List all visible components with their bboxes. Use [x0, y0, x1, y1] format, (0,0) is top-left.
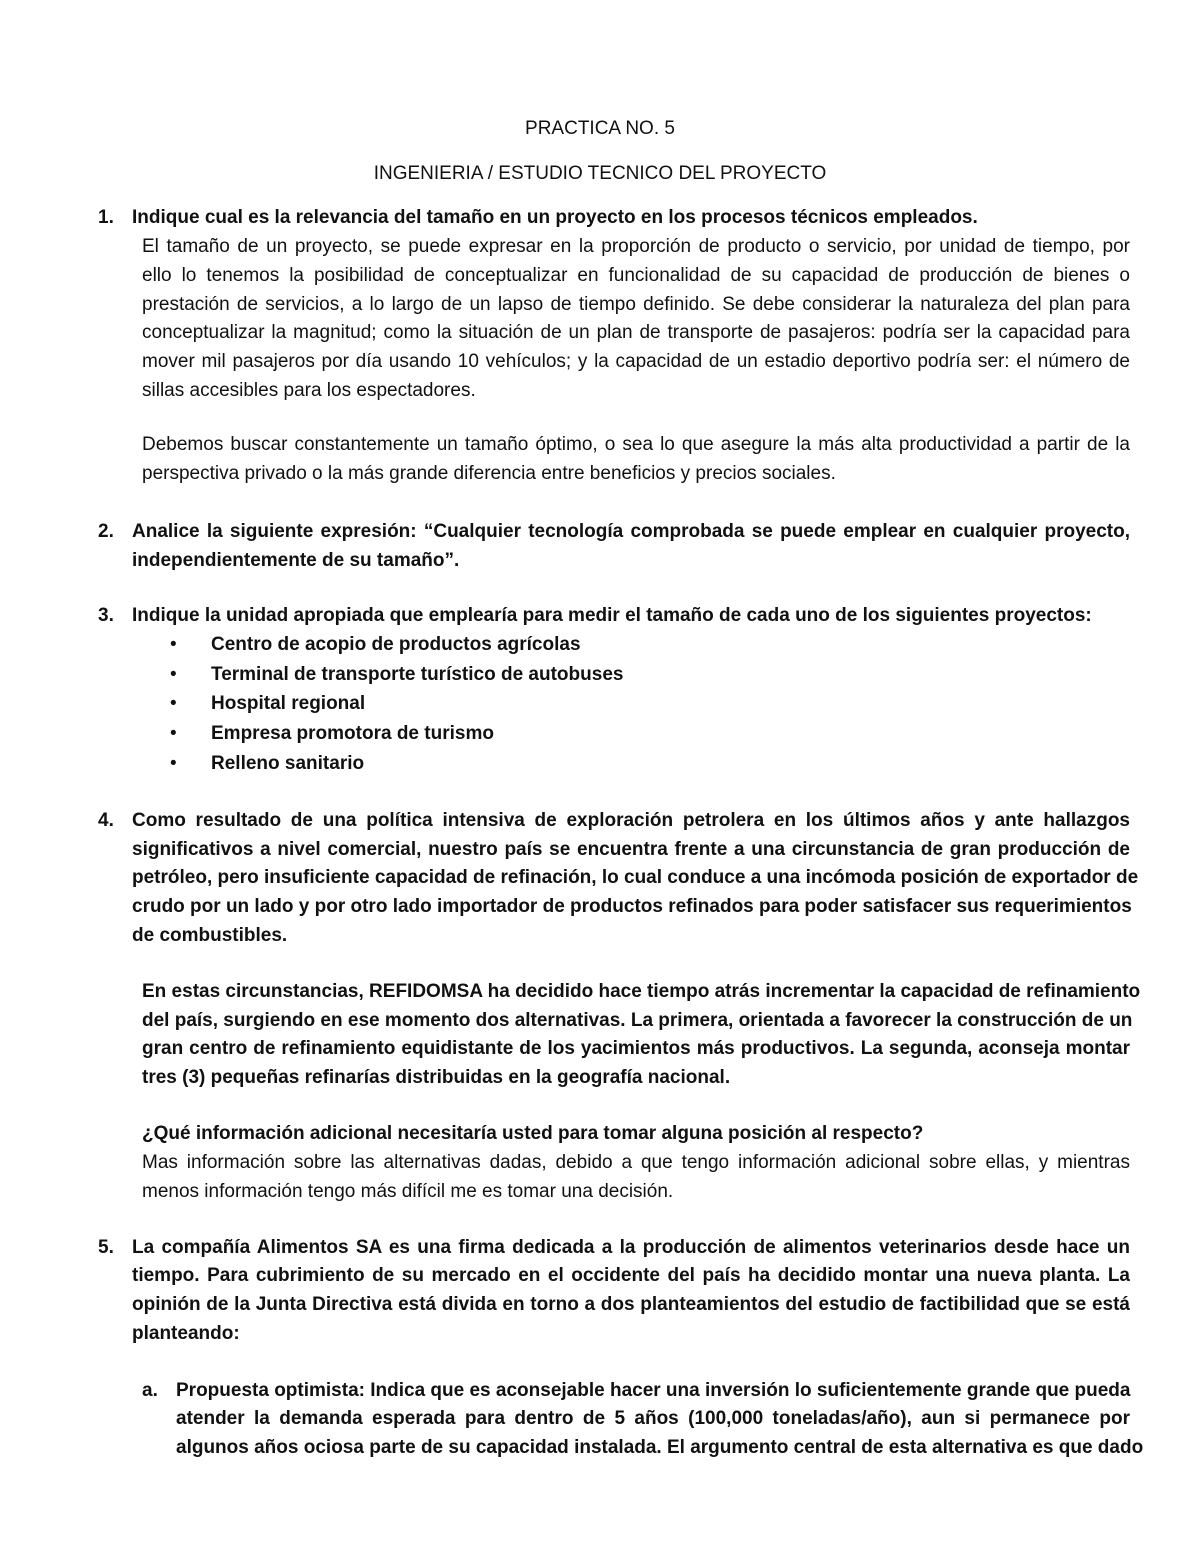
bullet-icon: • [170, 634, 177, 655]
question-4-text: significativos a nivel comercial, nuestro país se encuentra frente a una circunstancia de gran producción de [132, 839, 1130, 860]
answer-1-line: El tamaño de un proyecto, se puede expresar en la proporción de producto o servicio, por unidad de tiempo, por [142, 236, 1130, 257]
list-item: Centro de acopio de productos agrícolas [211, 634, 581, 655]
sub-item-a-label: a. [142, 1380, 158, 1401]
question-4-number: 4. [98, 810, 114, 831]
answer-1-line: mover mil pasajeros por día usando 10 vehículos; y la capacidad de un estadio deportivo podría ser: el número de [142, 351, 1130, 372]
document-title: PRACTICA NO. 5 [525, 118, 675, 139]
question-4-text: de combustibles. [132, 925, 288, 946]
question-4-text: petróleo, pero insuficiente capacidad de refinación, lo cual conduce a una incómoda posición de exportador de [132, 867, 1139, 888]
answer-1-line: prestación de servicios, a lo largo de un lapso de tiempo definido. Se debe considerar la naturaleza del plan para [142, 294, 1130, 315]
question-1-number: 1. [98, 207, 114, 228]
sub-item-a-text: algunos años ociosa parte de su capacidad instalada. El argumento central de esta alternativa es que dado [176, 1437, 1144, 1458]
answer-1-line-2: Debemos buscar constantemente un tamaño óptimo, o sea lo que asegure la más alta productividad a partir de la [142, 434, 1130, 455]
answer-1-line: ello lo tenemos la posibilidad de conceptualizar en funcionalidad de su capacidad de producción de bienes o [142, 265, 1130, 286]
list-item: Hospital regional [211, 693, 366, 714]
question-4-paragraph-2: gran centro de refinamiento equidistante de los yacimientos más productivos. La segunda, aconseja montar [142, 1038, 1130, 1059]
list-item: Empresa promotora de turismo [211, 723, 494, 744]
answer-1-line: conceptualizar la magnitud; como la situación de un plan de transporte de pasajeros: podría ser la capacidad para [142, 322, 1130, 343]
bullet-icon: • [170, 753, 177, 774]
question-5-number: 5. [98, 1237, 114, 1258]
question-4-text: Como resultado de una política intensiva de exploración petrolera en los últimos años y ante hallazgos [132, 810, 1130, 831]
question-2-text: independientemente de su tamaño”. [132, 550, 460, 571]
answer-4-line: Mas información sobre las alternativas dadas, debido a que tengo información adicional sobre ellas, y mientras [142, 1152, 1130, 1173]
document-subtitle: INGENIERIA / ESTUDIO TECNICO DEL PROYECTO [373, 163, 827, 184]
question-4-question: ¿Qué información adicional necesitaría usted para tomar alguna posición al respecto? [142, 1123, 924, 1144]
question-5-text: opinión de la Junta Directiva está divida en torno a dos planteamientos del estudio de factibilidad que se está [132, 1294, 1130, 1315]
question-2-text: Analice la siguiente expresión: “Cualquier tecnología comprobada se puede emplear en cualquier proyecto, [132, 521, 1130, 542]
bullet-icon: • [170, 664, 177, 685]
bullet-icon: • [170, 723, 177, 744]
question-4-paragraph-2: En estas circunstancias, REFIDOMSA ha decidido hace tiempo atrás incrementar la capacidad de refinamiento [142, 981, 1141, 1002]
list-item: Terminal de transporte turístico de autobuses [211, 664, 624, 685]
question-3-number: 3. [98, 605, 114, 626]
question-4-paragraph-2: del país, surgiendo en ese momento dos alternativas. La primera, orientada a favorecer la construcción de un [142, 1010, 1133, 1031]
answer-1-line: sillas accesibles para los espectadores. [142, 380, 476, 401]
question-5-text: planteando: [132, 1323, 240, 1344]
sub-item-a-text: Propuesta optimista: Indica que es aconsejable hacer una inversión lo suficientemente grande que pueda [176, 1380, 1131, 1401]
question-4-paragraph-2: tres (3) pequeñas refinarías distribuidas en la geografía nacional. [142, 1067, 731, 1088]
question-5-text: La compañía Alimentos SA es una firma dedicada a la producción de alimentos veterinarios desde hace un [132, 1237, 1130, 1258]
answer-4-line: menos información tengo más difícil me es tomar una decisión. [142, 1181, 674, 1202]
answer-1-line-2: perspectiva privado o la más grande diferencia entre beneficios y precios sociales. [142, 463, 836, 484]
list-item: Relleno sanitario [211, 753, 365, 774]
question-4-text: crudo por un lado y por otro lado importador de productos refinados para poder satisfacer sus requerimientos [132, 896, 1132, 917]
bullet-icon: • [170, 693, 177, 714]
sub-item-a-text: atender la demanda esperada para dentro de 5 años (100,000 toneladas/año), aun si permanece por [176, 1408, 1130, 1429]
question-1-text: Indique cual es la relevancia del tamaño en un proyecto en los procesos técnicos empleados. [132, 207, 978, 228]
question-2-number: 2. [98, 521, 114, 542]
question-3-text: Indique la unidad apropiada que emplearía para medir el tamaño de cada uno de los siguientes proyectos: [132, 605, 1092, 626]
question-5-text: tiempo. Para cubrimiento de su mercado en el occidente del país ha decidido montar una nueva planta. La [132, 1265, 1130, 1286]
